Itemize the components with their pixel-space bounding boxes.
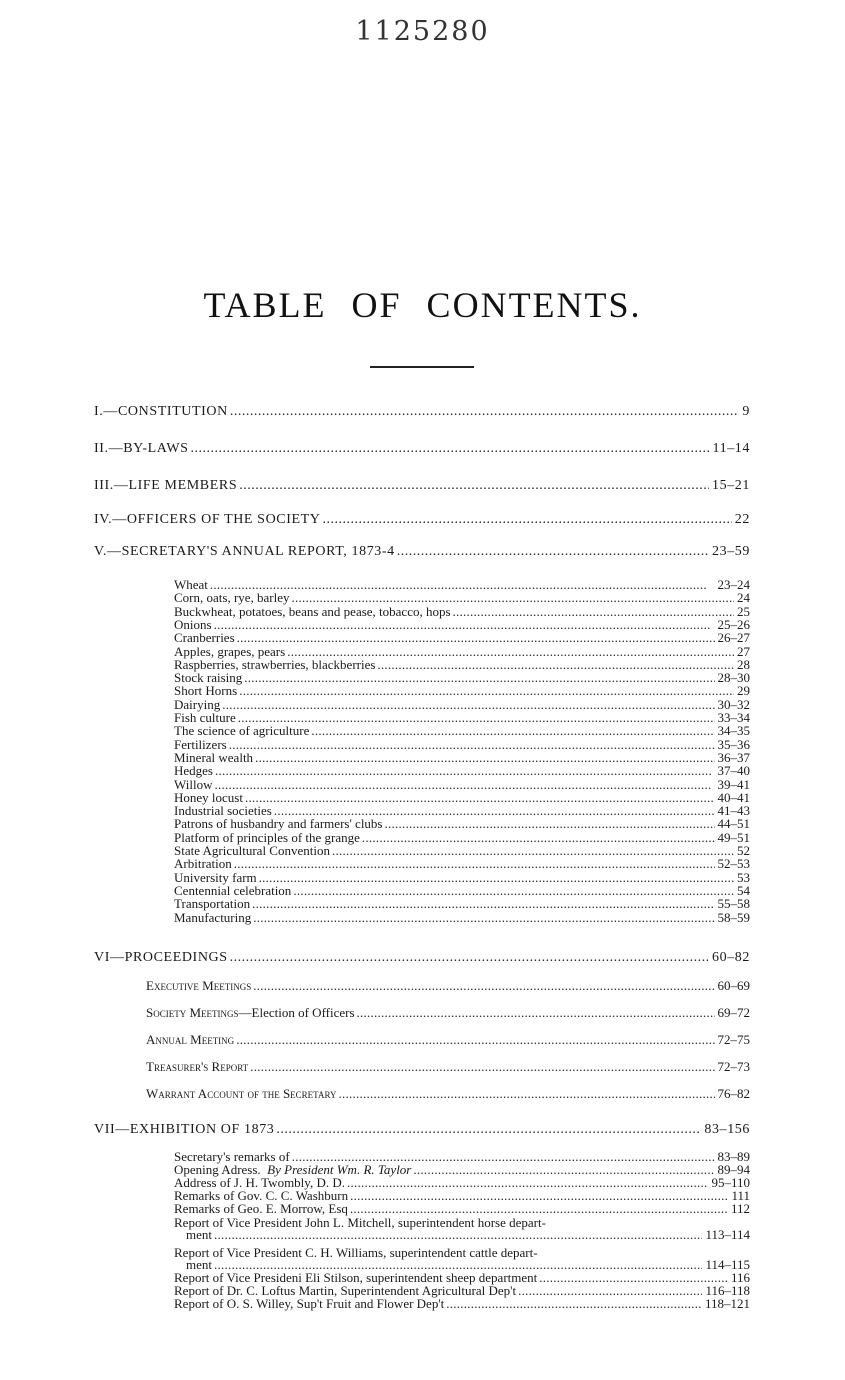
toc-section-label: IV.—OFFICERS OF THE SOCIETY: [94, 512, 321, 527]
leader-dots: [518, 1284, 702, 1297]
toc-item-label: Dairying: [174, 696, 221, 712]
toc-page-number: 89–94: [717, 1162, 750, 1177]
toc-page-number: 24: [737, 590, 750, 606]
toc-page-number: 40–41: [717, 789, 750, 805]
toc-page-number: 28–30: [717, 670, 750, 686]
toc-item-secretary-report: [174, 738, 750, 751]
toc-section-life-members: [94, 478, 750, 494]
toc-page-number: 72–75: [717, 1032, 750, 1047]
toc-page-number: 44–51: [717, 816, 750, 832]
leader-dots: [214, 618, 715, 631]
leader-dots: [350, 1202, 728, 1215]
leader-dots: [323, 512, 732, 528]
toc-item-label-caps: Society Meetings: [146, 1005, 239, 1020]
leader-dots: [239, 684, 734, 697]
toc-page-number: 26–27: [717, 630, 750, 646]
toc-item-label: Short Horns: [174, 683, 238, 699]
toc-item-williams-report-line1: Report of Vice President C. H. Williams, superintendent cattle depart-: [174, 1245, 538, 1260]
leader-dots: [253, 978, 714, 994]
leader-dots: [377, 658, 734, 671]
toc-section-exhibition: [94, 1122, 750, 1138]
toc-page-number: 58–59: [717, 909, 750, 925]
toc-item-label-italic: By President Wm. R. Taylor: [267, 1162, 412, 1177]
toc-item-willey-report: [174, 1297, 750, 1310]
toc-item-treasurers-report: [146, 1059, 750, 1075]
toc-item-label: Fertilizers: [174, 736, 227, 752]
toc-page-number: 37–40: [717, 763, 750, 779]
leader-dots: [229, 738, 715, 751]
toc-page-number: 54: [737, 882, 750, 898]
toc-item-secretary-report: [174, 605, 750, 618]
toc-item-secretary-report: [174, 831, 750, 844]
leader-dots: [239, 478, 709, 494]
leader-dots: [385, 817, 715, 830]
leader-dots: [287, 645, 734, 658]
toc-page-number: 15–21: [712, 478, 750, 493]
toc-item-label: Fish culture: [174, 710, 236, 725]
toc-item-label: Patrons of husbandry and farmers' clubs: [174, 816, 383, 832]
toc-page-number: 114–115: [705, 1257, 750, 1272]
toc-page-number: 52–53: [717, 856, 750, 872]
toc-page-number: 11–14: [712, 441, 750, 456]
leader-dots: [311, 724, 714, 737]
toc-item-secretary-report: [174, 658, 750, 671]
leader-dots: [292, 591, 734, 604]
toc-item-label: Industrial societies: [174, 803, 272, 819]
toc-item-executive-meetings: [146, 978, 750, 994]
toc-page-number: 112: [730, 1201, 750, 1216]
toc-item-label: Report of O. S. Willey, Sup't Fruit and Flower Dep't: [174, 1296, 445, 1311]
toc-page-number: 33–34: [717, 710, 750, 725]
toc-item-secretary-report: [174, 844, 750, 857]
toc-item-mitchell-report-line2: [186, 1228, 750, 1241]
leader-dots: [293, 884, 734, 897]
toc-item-label: Willow: [174, 776, 213, 792]
toc-item-secretary-report: [174, 591, 750, 604]
toc-item-secretary-report: [174, 711, 750, 724]
toc-item-label: Stock raising: [174, 670, 243, 686]
leader-dots: [237, 631, 715, 644]
leader-dots: [250, 1059, 714, 1075]
leader-dots: [230, 404, 740, 420]
toc-item-label: The science of agriculture: [174, 723, 310, 739]
toc-item-label: Report of Vice Presideni Eli Stilson, superintendent sheep department: [174, 1270, 538, 1285]
toc-item-mitchell-report-line1: Report of Vice President John L. Mitchell, superintendent horse depart-: [174, 1215, 546, 1230]
leader-dots: [238, 711, 715, 724]
toc-page-number: 72–73: [717, 1059, 750, 1074]
leader-dots: [332, 844, 734, 857]
leader-dots: [214, 1228, 702, 1241]
toc-page-number: 116: [730, 1270, 750, 1285]
toc-section-officers: [94, 512, 750, 528]
leader-dots: [252, 897, 714, 910]
toc-item-warrant-account: [146, 1086, 750, 1102]
toc-item-label: Remarks of Gov. C. C. Washburn: [174, 1188, 349, 1203]
leader-dots: [357, 1005, 715, 1021]
toc-item-secretary-report: [174, 857, 750, 870]
toc-item-label: Raspberries, strawberries, blackberries: [174, 656, 376, 672]
toc-item-secretary-report: [174, 578, 750, 591]
leader-dots: [446, 1297, 702, 1310]
toc-item-society-meetings: [146, 1005, 750, 1021]
toc-item-morrow-remarks: [174, 1202, 750, 1215]
toc-page-number: 25: [737, 603, 750, 619]
toc-item-label: Address of J. H. Twombly, D. D.: [174, 1175, 345, 1190]
leader-dots: [230, 950, 709, 966]
leader-dots: [236, 1032, 714, 1048]
toc-item-label: Platform of principles of the grange: [174, 829, 360, 845]
toc-item-label: Honey locust: [174, 789, 243, 805]
toc-item-secretary-report: [174, 631, 750, 644]
toc-section-proceedings: [94, 950, 750, 966]
toc-item-label: Corn, oats, rye, barley: [174, 590, 290, 606]
leader-dots: [274, 804, 715, 817]
leader-dots: [347, 1176, 708, 1189]
title-rule: [370, 366, 474, 368]
toc-page-number: 34–35: [717, 723, 750, 739]
toc-page-number: 60–69: [717, 978, 750, 993]
leader-dots: [222, 698, 714, 711]
toc-item-label: Manufacturing: [174, 909, 252, 925]
toc-item-secretary-report: [174, 871, 750, 884]
leader-dots: [413, 1163, 714, 1176]
toc-page-number: 35–36: [717, 736, 750, 752]
toc-page-number: 69–72: [717, 1005, 750, 1020]
toc-page-number: 52: [737, 843, 750, 858]
leader-dots: [253, 911, 714, 924]
toc-item-label: Arbitration: [174, 856, 232, 872]
leader-dots: [210, 578, 715, 591]
toc-page-number: 9: [742, 404, 750, 419]
toc-item-label-plain: Opening Adress.: [174, 1162, 261, 1177]
toc-page-number: 28: [737, 656, 750, 672]
toc-item-secretary-report: [174, 911, 750, 924]
toc-item-label: Centennial celebration: [174, 882, 292, 898]
catalog-number-stamp: 1125280: [355, 16, 490, 47]
leader-dots: [215, 764, 715, 777]
toc-page-number: 83–156: [704, 1122, 750, 1137]
toc-item-secretary-report: [174, 618, 750, 631]
toc-page-number: 118–121: [704, 1296, 750, 1311]
toc-item-label: Onions: [174, 616, 212, 632]
toc-page-number: 25–26: [717, 616, 750, 632]
leader-dots: [539, 1271, 728, 1284]
toc-item-label: ment: [186, 1227, 212, 1242]
toc-item-label: Transportation: [174, 896, 251, 912]
toc-page-number: 49–51: [717, 829, 750, 845]
leader-dots: [362, 831, 715, 844]
toc-page-number: 53: [737, 869, 750, 885]
leader-dots: [214, 778, 714, 791]
toc-section-label: II.—BY-LAWS: [94, 441, 189, 456]
leader-dots: [276, 1122, 701, 1138]
toc-item-secretary-report: [174, 698, 750, 711]
toc-item-label: Executive Meetings: [146, 978, 252, 993]
toc-item-secretary-report: [174, 684, 750, 697]
toc-item-secretary-report: [174, 724, 750, 737]
leader-dots: [244, 671, 714, 684]
toc-page-number: 36–37: [717, 749, 750, 765]
leader-dots: [350, 1189, 728, 1202]
toc-page-number: 116–118: [705, 1283, 750, 1298]
toc-item-label: Secretary's remarks of: [174, 1149, 290, 1164]
toc-section-label: I.—CONSTITUTION: [94, 404, 228, 419]
toc-page-number: 83–89: [717, 1149, 750, 1164]
toc-item-label: ment: [186, 1257, 212, 1272]
toc-page-number: 41–43: [717, 803, 750, 819]
toc-item-label: Buckwheat, potatoes, beans and pease, tobacco, hops: [174, 603, 451, 619]
toc-item-label: Treasurer's Report: [146, 1059, 249, 1074]
toc-page-number: 30–32: [717, 696, 750, 712]
toc-item-secretary-report: [174, 671, 750, 684]
toc-page-number: 29: [737, 683, 750, 699]
leader-dots: [453, 605, 734, 618]
toc-page-number: 39–41: [717, 776, 750, 792]
toc-item-secretary-report: [174, 751, 750, 764]
toc-section-label: VII—EXHIBITION OF 1873: [94, 1122, 275, 1137]
toc-section-label: VI—PROCEEDINGS: [94, 950, 228, 965]
toc-page-number: 76–82: [717, 1086, 750, 1101]
toc-item-label: Hedges: [174, 763, 213, 779]
toc-page-number: 113–114: [705, 1227, 750, 1242]
leader-dots: [234, 857, 715, 870]
toc-item-label: Report of Dr. C. Loftus Martin, Superintendent Agricultural Dep't: [174, 1283, 517, 1298]
toc-item-secretary-report: [174, 817, 750, 830]
toc-page-number: 111: [731, 1188, 750, 1203]
toc-page-number: 95–110: [711, 1175, 750, 1190]
toc-section-label: III.—LIFE MEMBERS: [94, 478, 238, 493]
toc-item-label: Apples, grapes, pears: [174, 643, 286, 659]
leader-dots: [245, 791, 715, 804]
toc-item-secretary-report: [174, 645, 750, 658]
toc-page-number: 23–59: [712, 544, 750, 559]
leader-dots: [191, 441, 710, 457]
toc-item-label: Annual Meeting: [146, 1032, 235, 1047]
toc-item-label: Wheat: [174, 577, 208, 592]
toc-item-secretary-report: [174, 897, 750, 910]
leader-dots: [259, 871, 734, 884]
toc-item-secretary-report: [174, 791, 750, 804]
page-title: TABLE OF CONTENTS.: [203, 285, 642, 325]
toc-item-label: Cranberries: [174, 630, 235, 646]
toc-item-label-tail: —Election of Officers: [238, 1005, 355, 1020]
toc-item-secretary-report: [174, 884, 750, 897]
toc-page-number: 27: [737, 643, 750, 659]
toc-item-label: State Agricultural Convention: [174, 843, 330, 858]
toc-item-label: University farm: [174, 869, 257, 885]
toc-section-secretary-report: [94, 544, 750, 560]
toc-item-secretary-report: [174, 778, 750, 791]
toc-section-constitution: [94, 404, 750, 420]
toc-section-by-laws: [94, 441, 750, 457]
leader-dots: [338, 1086, 714, 1102]
toc-item-label: Remarks of Geo. E. Morrow, Esq: [174, 1201, 348, 1216]
toc-section-label: V.—SECRETARY'S ANNUAL REPORT, 1873-4: [94, 544, 395, 559]
toc-item-label: Mineral wealth: [174, 749, 254, 765]
leader-dots: [397, 544, 709, 560]
toc-page-number: 55–58: [717, 896, 750, 912]
toc-page-number: 22: [734, 512, 750, 527]
toc-page-number: 60–82: [712, 950, 750, 965]
toc-item-secretary-report: [174, 764, 750, 777]
toc-item-secretary-report: [174, 804, 750, 817]
toc-item-label: [146, 1005, 355, 1021]
toc-item-annual-meeting: [146, 1032, 750, 1048]
leader-dots: [255, 751, 714, 764]
toc-item-label: Warrant Account of the Secretary: [146, 1086, 337, 1101]
toc-page-number: 23–24: [717, 577, 750, 592]
